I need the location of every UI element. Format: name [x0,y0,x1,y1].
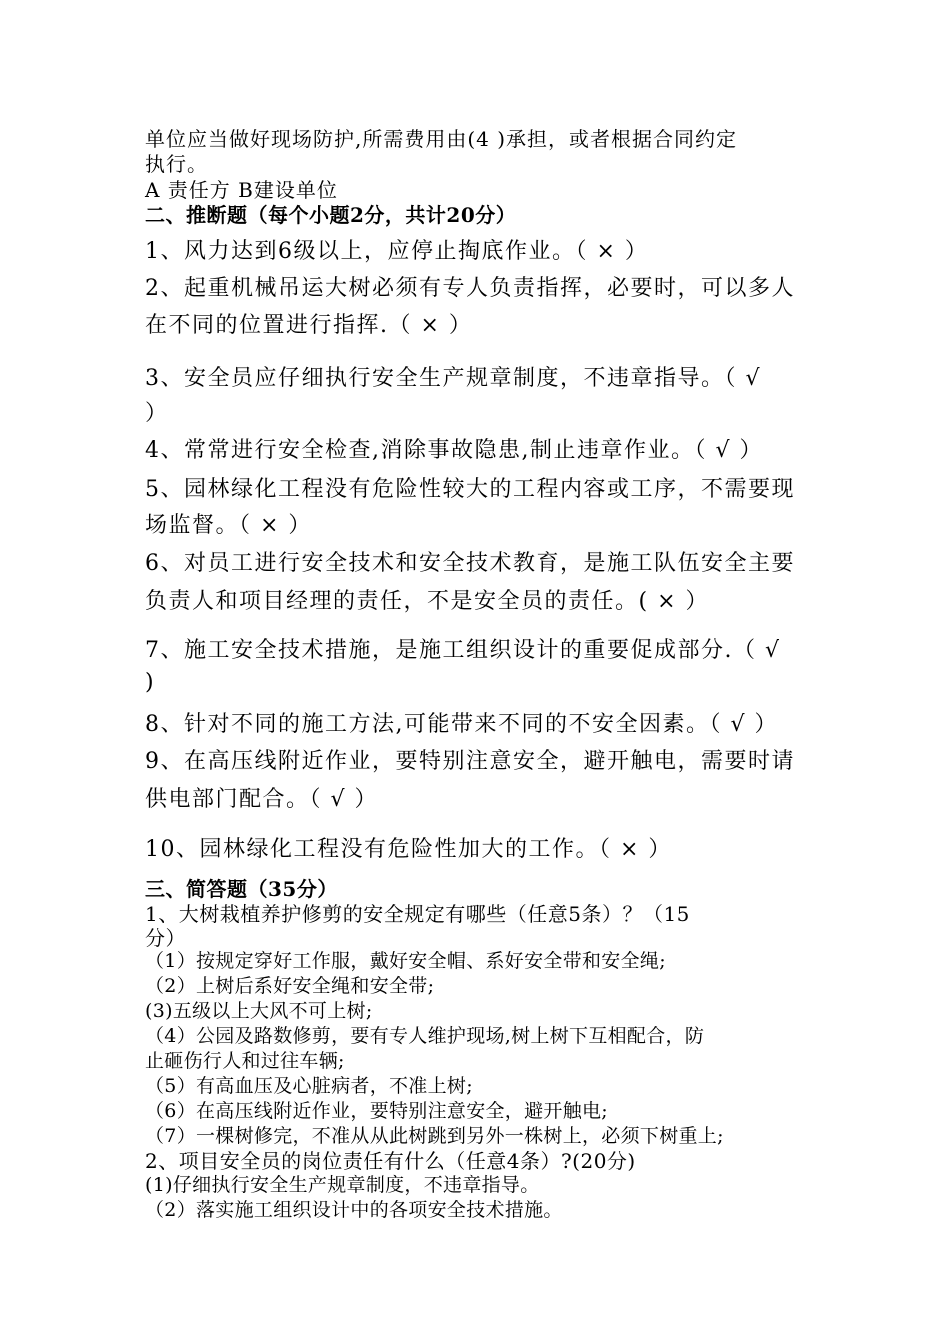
judgment-item: 5、园林绿化工程没有危险性较大的工程内容或工序，不需要现 [145,477,795,502]
judgment-item-cont: 在不同的位置进行指挥.（ × ） [145,313,473,338]
question-cont: 分） [145,926,186,950]
answer-item: （7）一棵树修完，不准从从此树跳到另外一株树上，必须下树重上; [145,1125,724,1147]
answer-item: (3)五级以上大风不可上树; [145,1000,373,1022]
judgment-item-cont: 负责人和项目经理的责任，不是安全员的责任。( × ） [145,589,710,614]
judgment-item: 8、针对不同的施工方法,可能带来不同的不安全因素。（ √ ） [145,712,778,737]
intro-options: A 责任方 B建设单位 [145,178,338,202]
section-heading-short-answer: 三、简答题（35分） [145,877,338,901]
judgment-item: 2、起重机械吊运大树必须有专人负责指挥，必要时，可以多人 [145,276,795,301]
intro-line: 执行。 [145,152,208,176]
judgment-item-cont: ) [145,670,156,695]
judgment-item: 1、风力达到6级以上，应停止掏底作业。（ × ） [145,239,649,264]
judgment-item: 3、安全员应仔细执行安全生产规章制度，不违章指导。（ √ [145,366,762,391]
answer-item: （2）上树后系好安全绳和安全带; [145,975,435,997]
question: 1、大树栽植养护修剪的安全规定有哪些（任意5条）？（15 [145,902,690,926]
judgment-item: 10、园林绿化工程没有危险性加大的工作。（ × ） [145,837,672,862]
judgment-item: 7、施工安全技术措施，是施工组织设计的重要促成部分.（ √ [145,638,781,663]
answer-item: （2）落实施工组织设计中的各项安全技术措施。 [145,1199,563,1221]
answer-item-cont: 止砸伤行人和过往车辆; [145,1050,345,1072]
judgment-item-cont: ） [145,401,169,426]
judgment-item-cont: 供电部门配合。（ √ ） [145,787,379,812]
section-heading-judgment: 二、推断题（每个小题2分，共计20分） [145,203,517,227]
answer-item: （5）有高血压及心脏病者，不准上树; [145,1075,473,1097]
intro-line: 单位应当做好现场防护,所需费用由(4 )承担，或者根据合同约定 [145,127,738,151]
judgment-item: 4、常常进行安全检查,消除事故隐患,制止违章作业。（ √ ） [145,438,763,463]
question: 2、项目安全员的岗位责任有什么（任意4条）?(20分) [145,1149,636,1173]
judgment-item: 6、对员工进行安全技术和安全技术教育，是施工队伍安全主要 [145,551,795,576]
answer-item: (1)仔细执行安全生产规章制度，不违章指导。 [145,1174,540,1196]
judgment-item: 9、在高压线附近作业，要特别注意安全，避开触电，需要时请 [145,749,795,774]
answer-item: （1）按规定穿好工作服，戴好安全帽、系好安全带和安全绳; [145,950,666,972]
answer-item: （6）在高压线附近作业，要特别注意安全，避开触电; [145,1100,608,1122]
answer-item: （4）公园及路数修剪，要有专人维护现场,树上树下互相配合，防 [145,1025,705,1047]
judgment-item-cont: 场监督。（ × ） [145,513,312,538]
